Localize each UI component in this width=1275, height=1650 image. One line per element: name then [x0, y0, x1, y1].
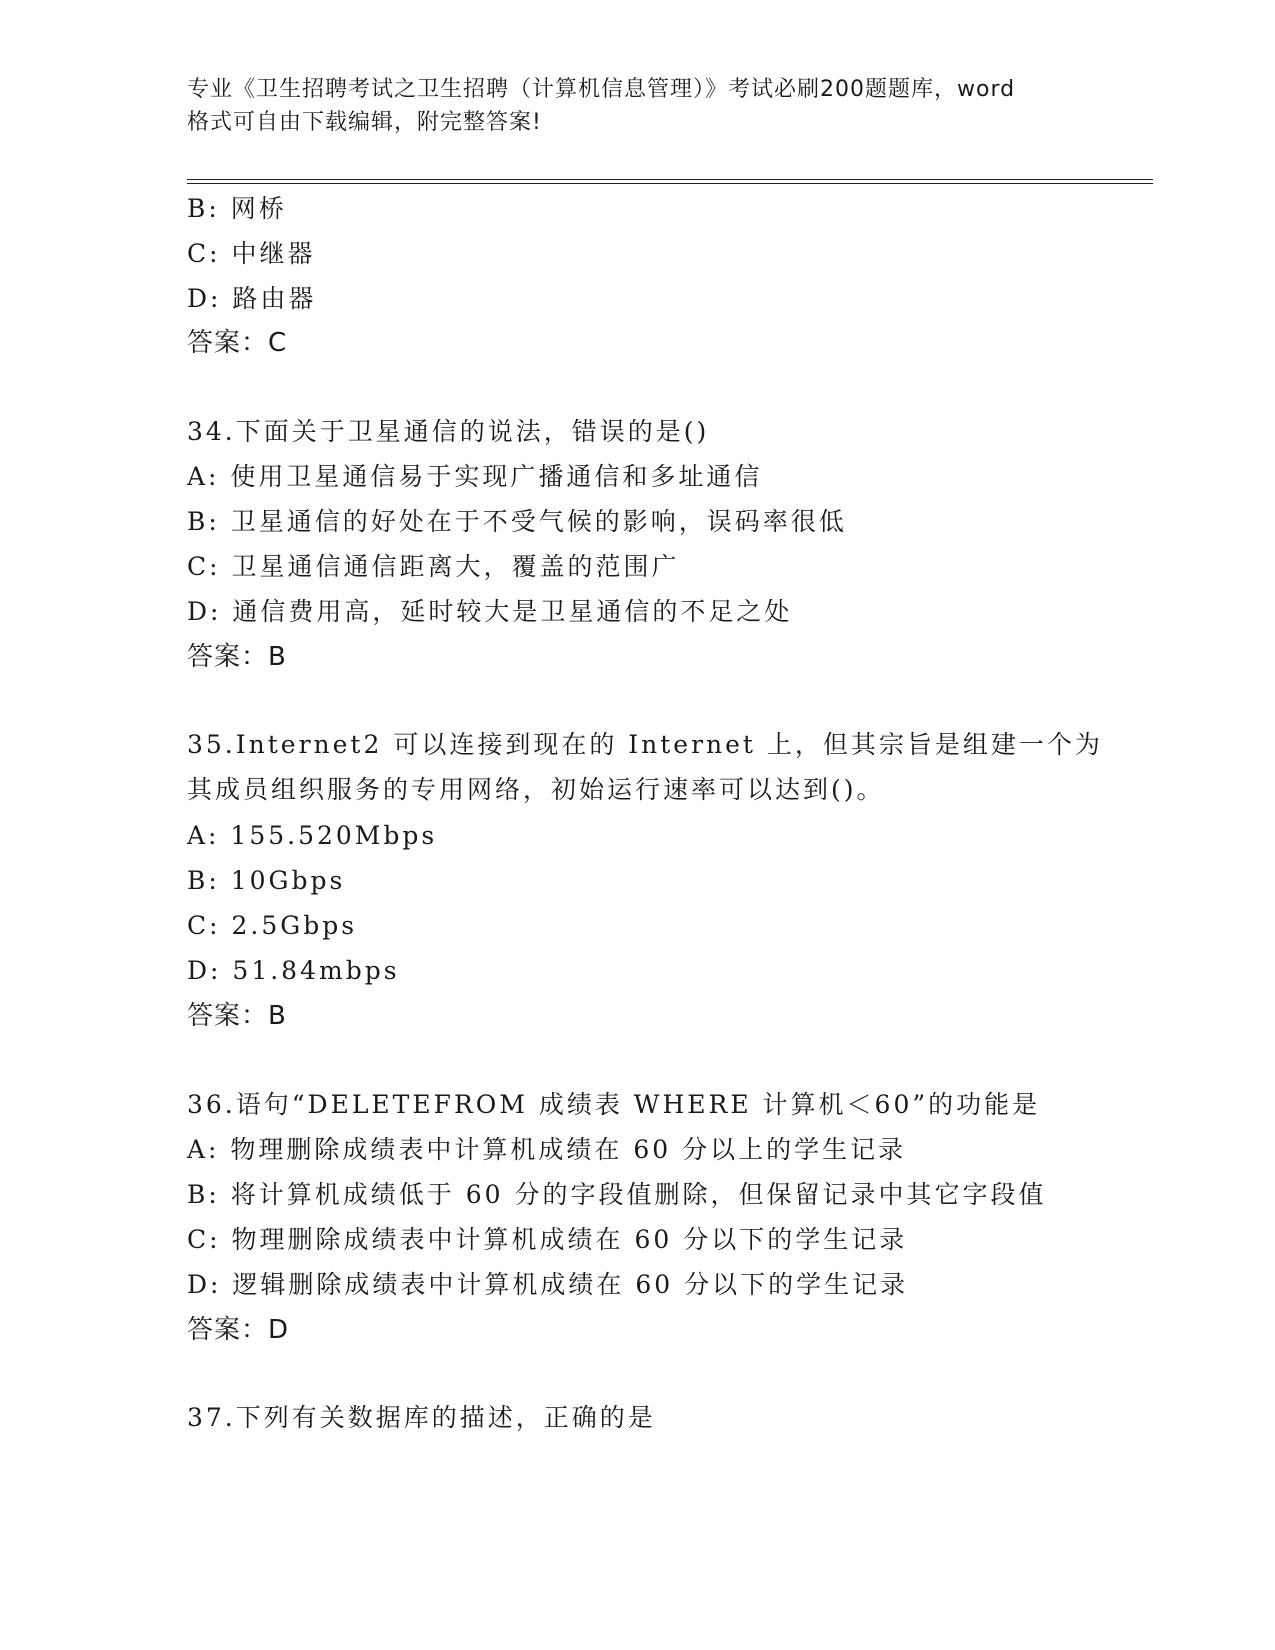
header-line-1: 专业《卫生招聘考试之卫生招聘（计算机信息管理）》考试必刷200题题库，word	[187, 77, 1016, 102]
q35-option-d: D: 51.84mbps	[187, 956, 400, 985]
q35-option-c: C: 2.5Gbps	[187, 911, 358, 940]
document-header	[187, 73, 1087, 139]
header-rule-top	[187, 179, 1153, 180]
header-rule-bottom	[187, 183, 1153, 184]
q35-stem-line-2: 其成员组织服务的专用网络，初始运行速率可以达到()。	[187, 775, 885, 804]
q36-option-b: B: 将计算机成绩低于 60 分的字段值删除，但保留记录中其它字段值	[187, 1180, 1047, 1209]
q34-option-b: B: 卫星通信的好处在于不受气候的影响，误码率很低	[187, 507, 847, 536]
q37-stem: 37.下列有关数据库的描述，正确的是	[187, 1403, 656, 1432]
q36-option-a: A: 物理删除成绩表中计算机成绩在 60 分以上的学生记录	[187, 1135, 907, 1164]
q33-answer: 答案：C	[187, 328, 288, 358]
q34-option-c: C: 卫星通信通信距离大，覆盖的范围广	[187, 552, 680, 581]
q34-option-a: A: 使用卫星通信易于实现广播通信和多址通信	[187, 462, 763, 491]
q33-option-c: C: 中继器	[187, 239, 316, 268]
q36-option-c: C: 物理删除成绩表中计算机成绩在 60 分以下的学生记录	[187, 1225, 908, 1254]
q36-stem: 36.语句“DELETEFROM 成绩表 WHERE 计算机＜60”的功能是	[187, 1090, 1041, 1119]
q35-answer: 答案：B	[187, 1001, 287, 1031]
q36-option-d: D: 逻辑删除成绩表中计算机成绩在 60 分以下的学生记录	[187, 1270, 909, 1299]
q35-option-b: B: 10Gbps	[187, 866, 346, 895]
q36-answer: 答案：D	[187, 1315, 290, 1345]
q34-option-d: D: 通信费用高，延时较大是卫星通信的不足之处	[187, 597, 793, 626]
q35-option-a: A: 155.520Mbps	[187, 821, 438, 850]
q34-answer: 答案：B	[187, 642, 287, 672]
q33-option-d: D: 路由器	[187, 284, 317, 313]
q33-option-b: B: 网桥	[187, 194, 287, 223]
q34-stem: 34.下面关于卫星通信的说法，错误的是()	[187, 417, 710, 446]
header-line-2: 格式可自由下载编辑，附完整答案!	[187, 110, 542, 135]
q35-stem-line-1: 35.Internet2 可以连接到现在的 Internet 上，但其宗旨是组建一个为	[187, 730, 1103, 759]
